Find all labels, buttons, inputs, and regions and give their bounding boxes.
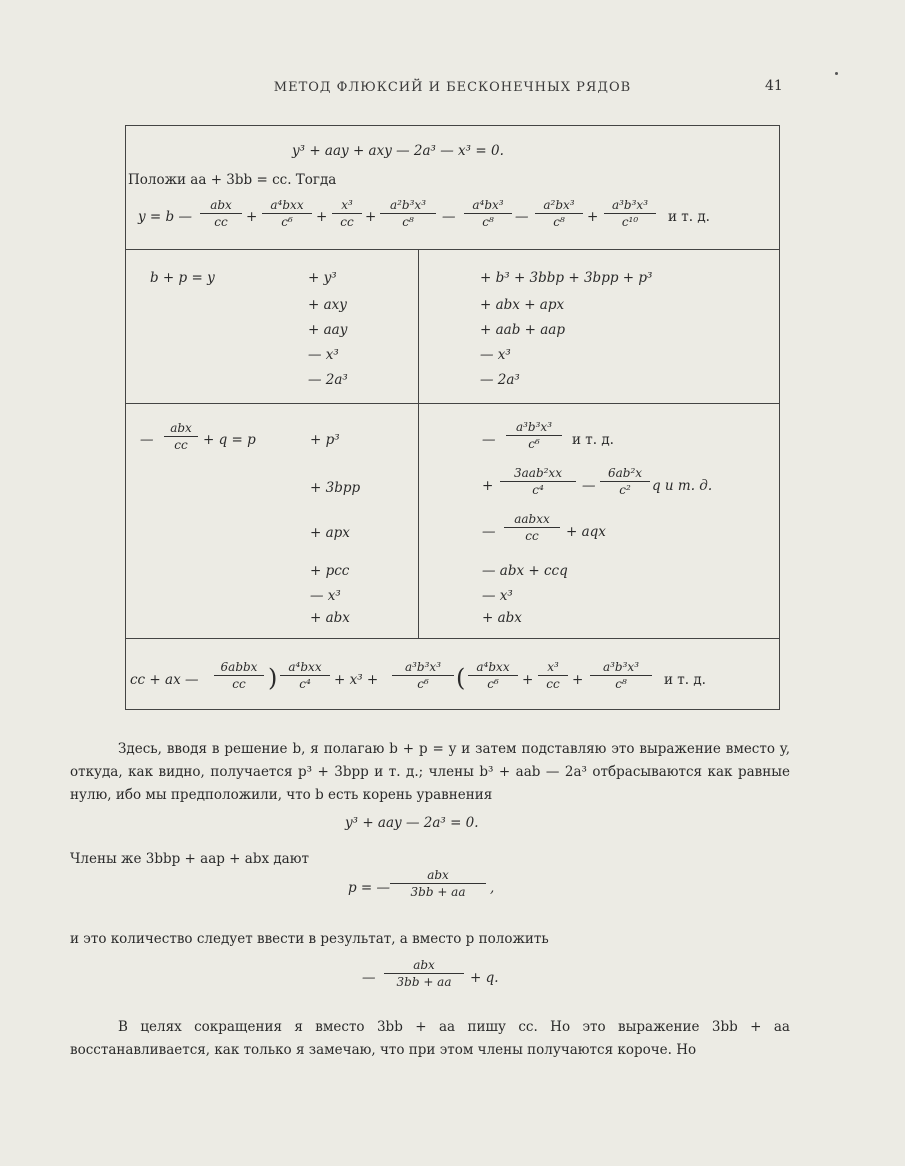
row2-mid-6: + abx [310, 610, 350, 626]
plus-sign: + [316, 209, 328, 225]
plus-sign: + [587, 209, 599, 225]
row2-mid-3: + apx [310, 525, 350, 541]
y-series-lead: y = b — [138, 209, 192, 225]
row3-frac-e: x³ cc [538, 660, 568, 691]
row1-right-1: + b³ + 3bbp + 3bpp + p³ [480, 270, 653, 286]
row3-tail: и т. д. [664, 672, 706, 688]
y-frac-3: x³ cc [332, 198, 362, 229]
table-divider-2 [125, 403, 780, 404]
row1-mid-2: + axy [308, 297, 347, 313]
row1-right-4: — x³ [480, 347, 511, 363]
row1-mid-5: — 2a³ [308, 372, 348, 388]
minus-sign: — [582, 478, 596, 494]
polozhi-line: Положи aa + 3bb = cc. Тогда [128, 172, 337, 188]
row3-lead: cc + ax — [130, 672, 199, 688]
left-paren: ( [456, 664, 466, 692]
row3-frac-a: 6abbx cc [214, 660, 264, 691]
y-frac-2: a⁴bxx c⁶ [262, 198, 312, 229]
table-divider-3 [125, 638, 780, 639]
y-frac-7: a³b³x³ c¹⁰ [604, 198, 656, 229]
speck [835, 72, 838, 75]
y-frac-6: a²bx³ c⁸ [535, 198, 583, 229]
paragraph-2: Члены же 3bbp + aap + abx дают [70, 851, 309, 867]
row2-mid-4: + pcc [310, 563, 350, 579]
row2-right-rest-1: — abx + ccq [482, 563, 568, 579]
row2-lhs-frac: abx cc [164, 421, 198, 452]
table-divider-1 [125, 249, 780, 250]
row1-lhs: b + p = y [150, 270, 215, 286]
row2-right-frac-2: 3aab²xx c⁴ [500, 466, 576, 497]
row3-mid: + x³ + [334, 672, 379, 688]
running-header: МЕТОД ФЛЮКСИЙ И БЕСКОНЕЧНЫХ РЯДОВ [273, 80, 632, 95]
minus-sign: — [140, 432, 154, 448]
minus-sign: — [442, 209, 456, 225]
row2-mid-1: + p³ [310, 432, 340, 448]
row1-mid-4: — x³ [308, 347, 339, 363]
row2-right-tail-1: и т. д. [572, 432, 614, 448]
row1-mid-3: + aay [308, 322, 348, 338]
table-column-divider [418, 249, 419, 638]
equation-4-lead: — [362, 970, 376, 986]
y-series-tail: и т. д. [668, 209, 710, 225]
row2-right-rest-2: — x³ [482, 588, 513, 604]
row1-right-2: + abx + apx [480, 297, 565, 313]
y-frac-4: a²b³x³ c⁸ [380, 198, 436, 229]
paragraph-4: В целях сокращения я вместо 3bb + aa пишу cc. Но это выражение 3bb + aa восстанавливается, как только я замечаю, что при этом члены получаются короче. Но [70, 1019, 790, 1058]
minus-sign: — [482, 524, 496, 540]
row1-mid-1: + y³ [308, 270, 337, 286]
row2-right-tail-2: q и т. д. [652, 478, 713, 494]
plus-sign: + [522, 672, 534, 688]
row3-frac-d: a⁴bxx c⁶ [468, 660, 518, 691]
row1-right-3: + aab + aap [480, 322, 565, 338]
row3-frac-b: a⁴bxx c⁴ [280, 660, 330, 691]
equation-3-frac: abx 3bb + aa [390, 868, 486, 899]
right-paren: ) [268, 664, 278, 692]
row2-right-frac-3: 6ab²x c² [600, 466, 650, 497]
row2-mid-5: — x³ [310, 588, 341, 604]
y-frac-5: a⁴bx³ c⁸ [464, 198, 512, 229]
row2-right-frac-1: a³b³x³ c⁶ [506, 420, 562, 451]
minus-sign: — [482, 432, 496, 448]
paragraph-3: и это количество следует ввести в результат, а вместо p положить [70, 931, 549, 947]
paragraph-1: Здесь, вводя в решение b, я полагаю b + p = y и затем подставляю это выражение вместо y, откуда, как видно, получается p³ + 3bpp и т. д.; члены b³ + aab — 2a³ отбрасываются как равные нулю, ибо мы предположили, что b есть корень уравнения [70, 741, 790, 803]
plus-sign: + [246, 209, 258, 225]
row3-frac-f: a³b³x³ c⁸ [590, 660, 652, 691]
equation-3-lhs: p = — [348, 880, 391, 896]
minus-sign: — [515, 209, 529, 225]
equation-4-frac: abx 3bb + aa [384, 958, 464, 989]
equation-main: y³ + aay + axy — 2a³ — x³ = 0. [292, 143, 504, 159]
row1-right-5: — 2a³ [480, 372, 520, 388]
plus-sign: + [572, 672, 584, 688]
page-number: 41 [765, 78, 783, 94]
plus-sign: + [482, 478, 494, 494]
row2-right-frac-4: aabxx cc [504, 512, 560, 543]
plus-sign: + [365, 209, 377, 225]
equation-4-tail: + q. [470, 970, 499, 986]
row2-right-tail-3: + aqx [566, 524, 606, 540]
equation-2: y³ + aay — 2a³ = 0. [345, 815, 479, 831]
y-frac-1: abx cc [200, 198, 242, 229]
row2-right-rest-3: + abx [482, 610, 522, 626]
equation-3-tail: , [490, 880, 495, 896]
row2-lhs-tail: + q = p [203, 432, 256, 448]
row3-frac-c: a³b³x³ c⁶ [392, 660, 454, 691]
row2-mid-2: + 3bpp [310, 480, 361, 496]
